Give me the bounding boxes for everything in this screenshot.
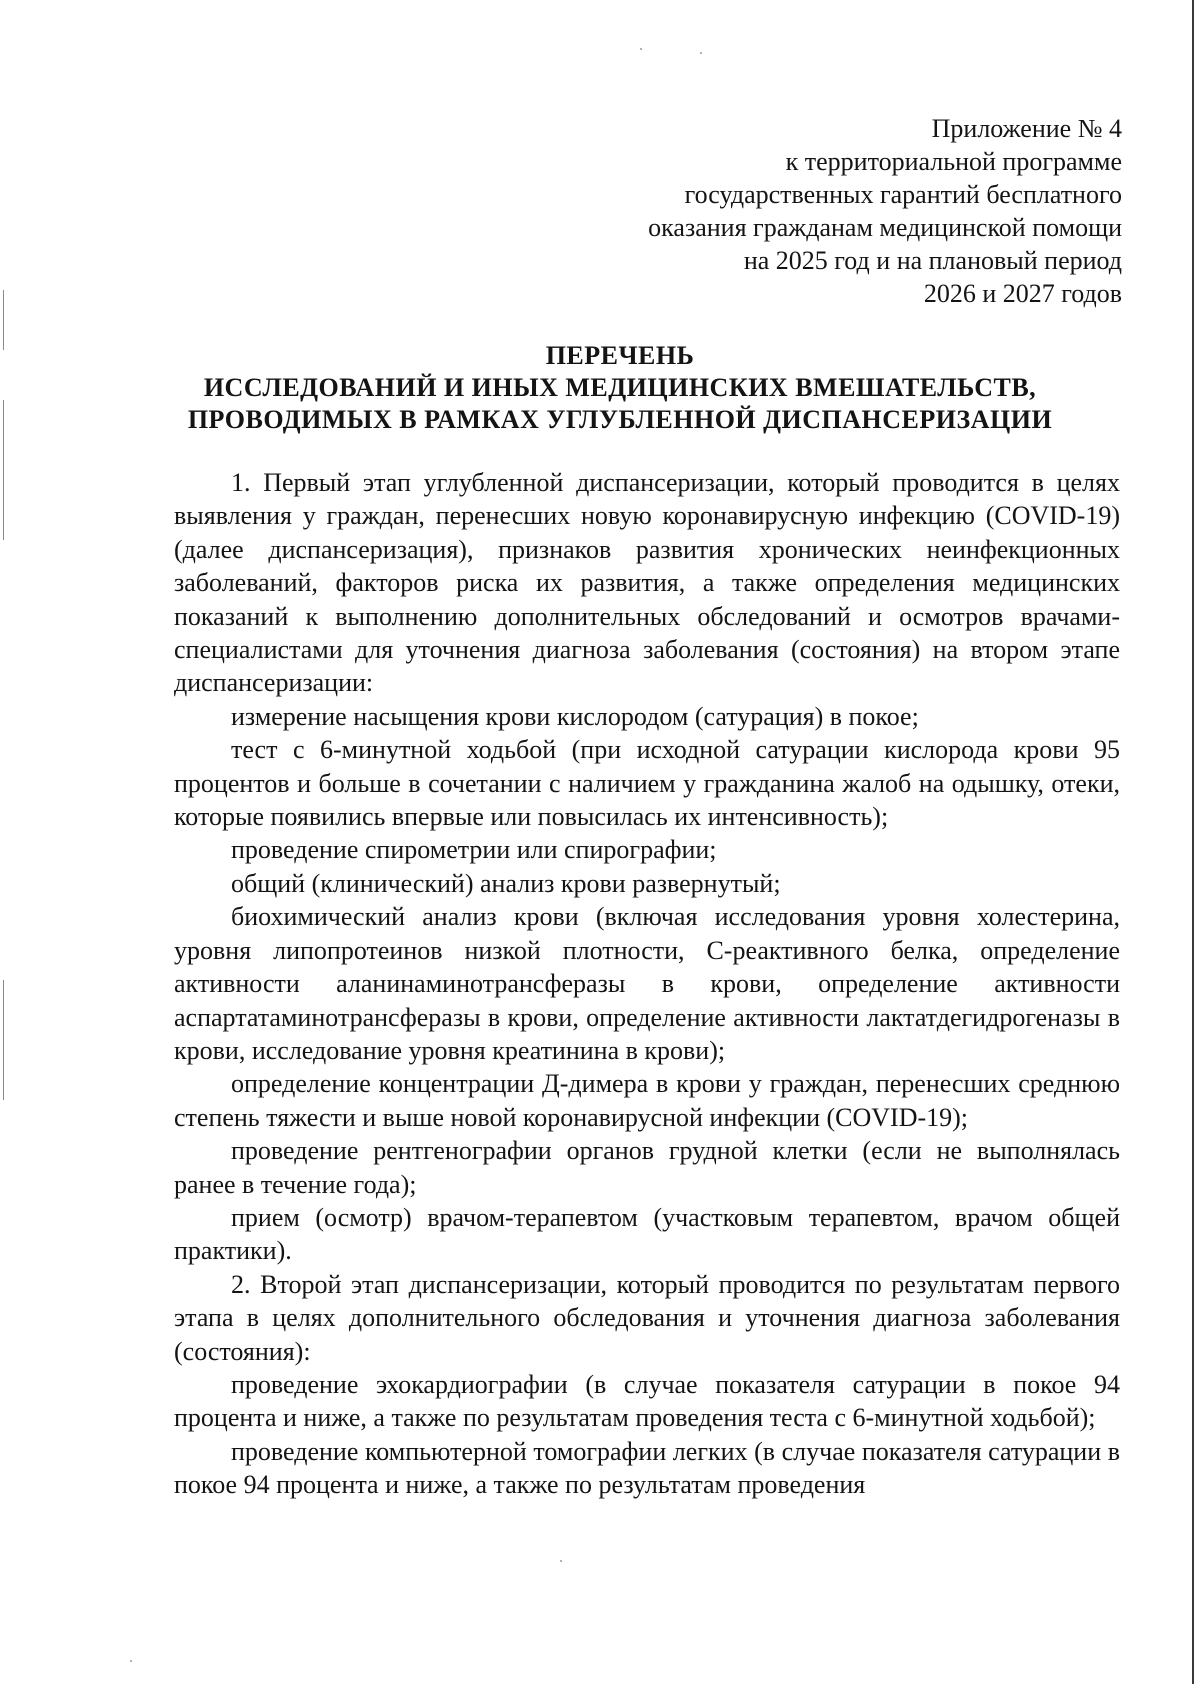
paragraph-stage-one: 1. Первый этап углубленной диспансеризации, который проводится в целях выявления у граждан, перенесших новую коронавирусную инфекцию (COVID-19) (далее диспансеризация), признаков развития хронических неинфекционных заболеваний, факторов риска их развития, а также определения медицинских показаний к выполнению дополнительных обследований и осмотров врачами-специалистами для уточнения диагноза заболевания (состояния) на втором этапе диспансеризации: bbox=[174, 468, 1120, 698]
scan-left-mark bbox=[3, 400, 4, 540]
scan-left-mark bbox=[3, 290, 4, 350]
scan-edge-line bbox=[1192, 0, 1194, 1684]
scan-speck bbox=[640, 48, 642, 50]
list-item: прием (осмотр) врачом-терапевтом (участковым терапевтом, врачом общей практики). bbox=[174, 1202, 1120, 1266]
title-line: ИССЛЕДОВАНИЙ И ИНЫХ МЕДИЦИНСКИХ ВМЕШАТЕЛЬСТВ, bbox=[203, 373, 1037, 402]
list-item: проведение компьютерной томографии легких (в случае показателя сатурации в покое 94 процента и ниже, а также по результатам проведения bbox=[174, 1436, 1120, 1500]
document-title bbox=[120, 340, 1120, 436]
list-item: проведение рентгенографии органов грудной клетки (если не выполнялась ранее в течение года); bbox=[174, 1136, 1120, 1199]
appendix-line: Приложение № 4 bbox=[931, 114, 1122, 143]
list-item: определение концентрации Д-димера в крови у граждан, перенесших среднюю степень тяжести и выше новой коронавирусной инфекции (COVID-19); bbox=[174, 1069, 1120, 1132]
scan-speck bbox=[700, 52, 702, 54]
list-item: общий (клинический) анализ крови развернутый; bbox=[231, 868, 781, 898]
list-item: тест с 6-минутной ходьбой (при исходной сатурации кислорода крови 95 процентов и больше в сочетании с наличием у гражданина жалоб на одышку, отеки, которые появились впервые или повысилась их интенсивность); bbox=[174, 735, 1120, 832]
list-item: проведение эхокардиографии (в случае показателя сатурации в покое 94 процента и ниже, а также по результатам проведения теста с 6-минутной ходьбой); bbox=[174, 1369, 1120, 1433]
paragraph-stage-two: 2. Второй этап диспансеризации, который проводится по результатам первого этапа в целях дополнительного обследования и уточнения диагноза заболевания (состояния): bbox=[174, 1269, 1120, 1366]
appendix-line: оказания гражданам медицинской помощи bbox=[648, 213, 1122, 242]
scan-speck bbox=[560, 1560, 562, 1562]
appendix-header bbox=[648, 112, 1122, 310]
appendix-line: к территориальной программе bbox=[785, 147, 1122, 176]
appendix-line: 2026 и 2027 годов bbox=[923, 279, 1122, 308]
appendix-line: на 2025 год и на плановый период bbox=[743, 246, 1122, 275]
title-line: ПРОВОДИМЫХ В РАМКАХ УГЛУБЛЕННОЙ ДИСПАНСЕРИЗАЦИИ bbox=[187, 405, 1053, 434]
scan-left-mark bbox=[3, 980, 4, 1100]
list-item: измерение насыщения крови кислородом (сатурация) в покое; bbox=[231, 701, 919, 731]
scan-speck bbox=[130, 1660, 132, 1662]
title-line: ПЕРЕЧЕНЬ bbox=[545, 341, 695, 370]
list-item: биохимический анализ крови (включая исследования уровня холестерина, уровня липопротеинов низкой плотности, С-реактивного белка, определение активности аланинаминотрансферазы в крови, определение активности аспартатаминотрансферазы в крови, определение активности лактатдегидрогеназы в крови, исследование уровня креатинина в крови); bbox=[174, 902, 1120, 1065]
document-body bbox=[174, 466, 1120, 1502]
appendix-line: государственных гарантий бесплатного bbox=[684, 180, 1122, 209]
list-item: проведение спирометрии или спирографии; bbox=[231, 835, 717, 865]
